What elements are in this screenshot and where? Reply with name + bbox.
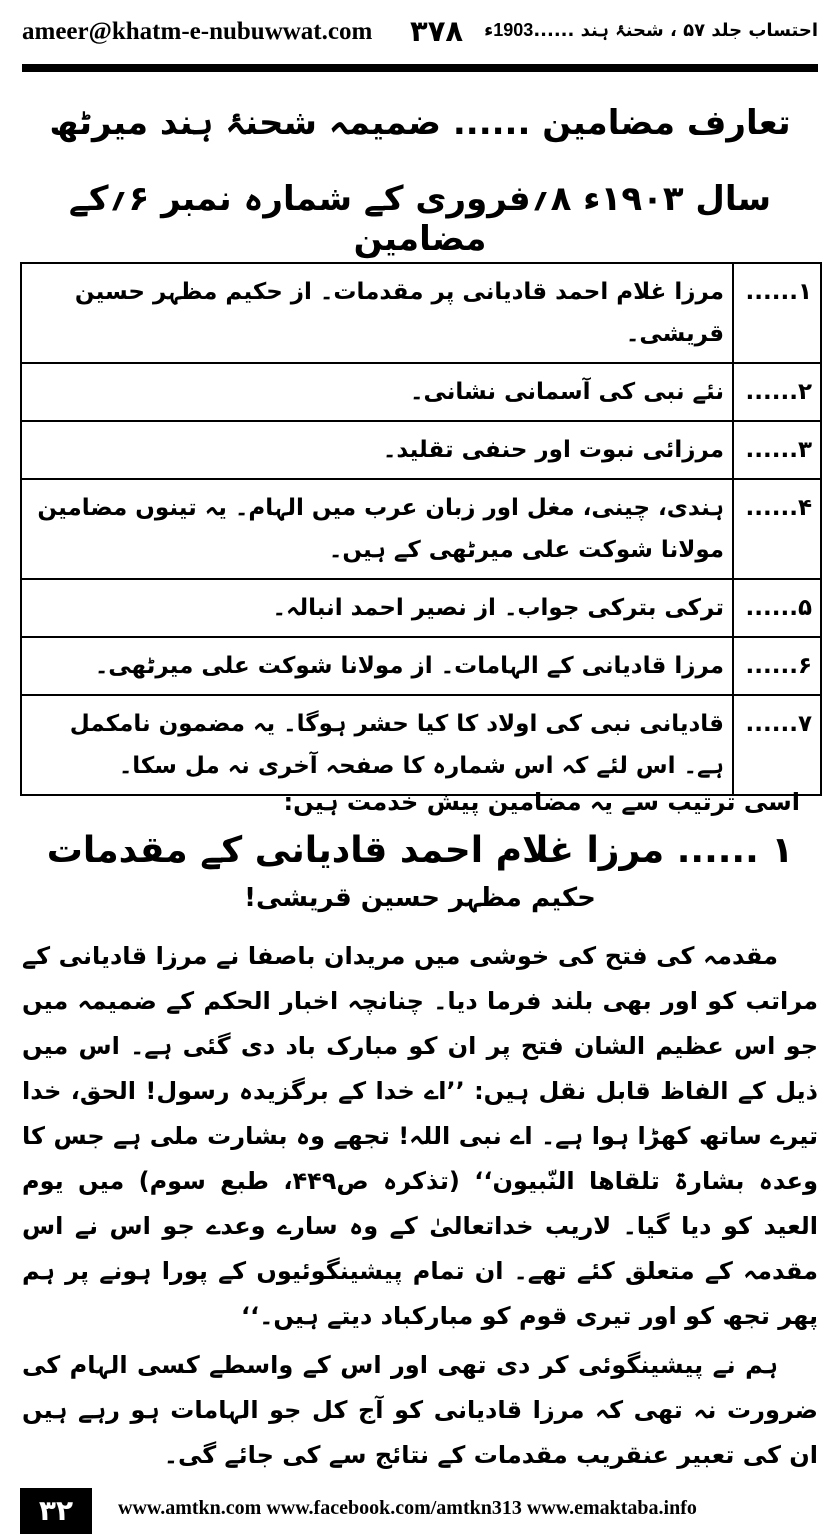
contents-entry: قادیانی نبی کی اولاد کا کیا حشر ہوگا۔ یہ مضمون نامکمل ہے۔ اس لئے کہ اس شمارہ کا صفحہ آخری نہ مل سکا۔ (21, 695, 733, 795)
header-year-suffix: ء (484, 20, 494, 41)
contents-number: ۶...... (733, 637, 821, 695)
footer-page-number: ۳۲ (20, 1488, 92, 1534)
contents-row (21, 363, 821, 421)
contents-row (21, 263, 821, 363)
article-title: ۱ ...... مرزا غلام احمد قادیانی کے مقدمات (46, 830, 794, 871)
intro-line: اسی ترتیب سے یہ مضامین پیش خدمت ہیں: (283, 788, 800, 816)
header-email: ameer@khatm-e-nubuwwat.com (22, 18, 373, 45)
header-title-prefix: احتساب جلد ۵۷ ، شحنۂ ہند ...... (533, 20, 818, 41)
contents-number: ۲...... (733, 363, 821, 421)
contents-row (21, 579, 821, 637)
contents-entry: نئے نبی کی آسمانی نشانی۔ (21, 363, 733, 421)
contents-table (20, 262, 822, 796)
header-rule (22, 64, 818, 72)
contents-number: ۷...... (733, 695, 821, 795)
contents-row (21, 695, 821, 795)
section-subtitle: سال ۱۹۰۳ء ۸؍فروری کے شمارہ نمبر ۶؍کے مضامین (68, 179, 772, 259)
contents-number: ۳...... (733, 421, 821, 479)
contents-number: ۵...... (733, 579, 821, 637)
header-year: 1903 (493, 20, 534, 40)
footer-links: www.amtkn.com www.facebook.com/amtkn313 www.emaktaba.info (118, 1497, 697, 1519)
contents-entry: مرزا غلام احمد قادیانی پر مقدمات۔ از حکیم مظہر حسین قریشی۔ (21, 263, 733, 363)
contents-entry: ترکی بترکی جواب۔ از نصیر احمد انبالہ۔ (21, 579, 733, 637)
header-page-number: ۳۷۸ (410, 14, 464, 48)
section-title: تعارف مضامین ...... ضمیمہ شحنۂ ہند میرٹھ (49, 103, 791, 143)
article-author: حکیم مظہر حسین قریشی! (244, 883, 596, 913)
contents-row (21, 479, 821, 579)
article-paragraph: ہم نے پیشینگوئی کر دی تھی اور اس کے واسطے کسی الہام کی ضرورت نہ تھی کہ مرزا قادیانی کو آج کل جو الہامات ہو رہے ہیں ان کی تعبیر عنقریب مقدمات کے نتائج سے کی جائے گی۔ (22, 1351, 818, 1469)
contents-row (21, 421, 821, 479)
contents-number: ۱...... (733, 263, 821, 363)
contents-row (21, 637, 821, 695)
article-paragraph: مقدمہ کی فتح کی خوشی میں مریدان باصفا نے مرزا قادیانی کے مراتب کو اور بھی بلند فرما دیا۔ چنانچہ اخبار الحکم کے ضمیمہ میں جو اس عظیم الشان فتح پر ان کو مبارک باد دی گئی ہے۔ اس میں ذیل کے الفاظ قابل نقل ہیں: ’’اے خدا کے برگزیدہ رسول! الحق، خدا تیرے ساتھ کھڑا ہوا ہے۔ اے نبی اللہ! تجھے وہ بشارت ملی ہے جس کا وعدہ بشارۃ تلقاھا النّبیون‘‘ (تذکرہ ص۴۴۹، طبع سوم) میں یوم العید کو دیا گیا۔ لاریب خداتعالیٰ کے وہ سارے وعدے جو اس نے اس مقدمہ کے متعلق کئے تھے۔ ان تمام پیشینگوئیوں کے پورا ہونے پر ہم پھر تجھ کو اور تیری قوم کو مبارکباد دیتے ہیں۔‘‘ (22, 942, 818, 1330)
page-header (22, 14, 818, 54)
contents-entry: مرزائی نبوت اور حنفی تقلید۔ (21, 421, 733, 479)
contents-number: ۴...... (733, 479, 821, 579)
contents-entry: مرزا قادیانی کے الہامات۔ از مولانا شوکت علی میرٹھی۔ (21, 637, 733, 695)
contents-entry: ہندی، چینی، مغل اور زبان عرب میں الہام۔ یہ تینوں مضامین مولانا شوکت علی میرٹھی کے ہیں۔ (21, 479, 733, 579)
article-body (22, 934, 818, 1478)
header-book-title (484, 20, 818, 41)
